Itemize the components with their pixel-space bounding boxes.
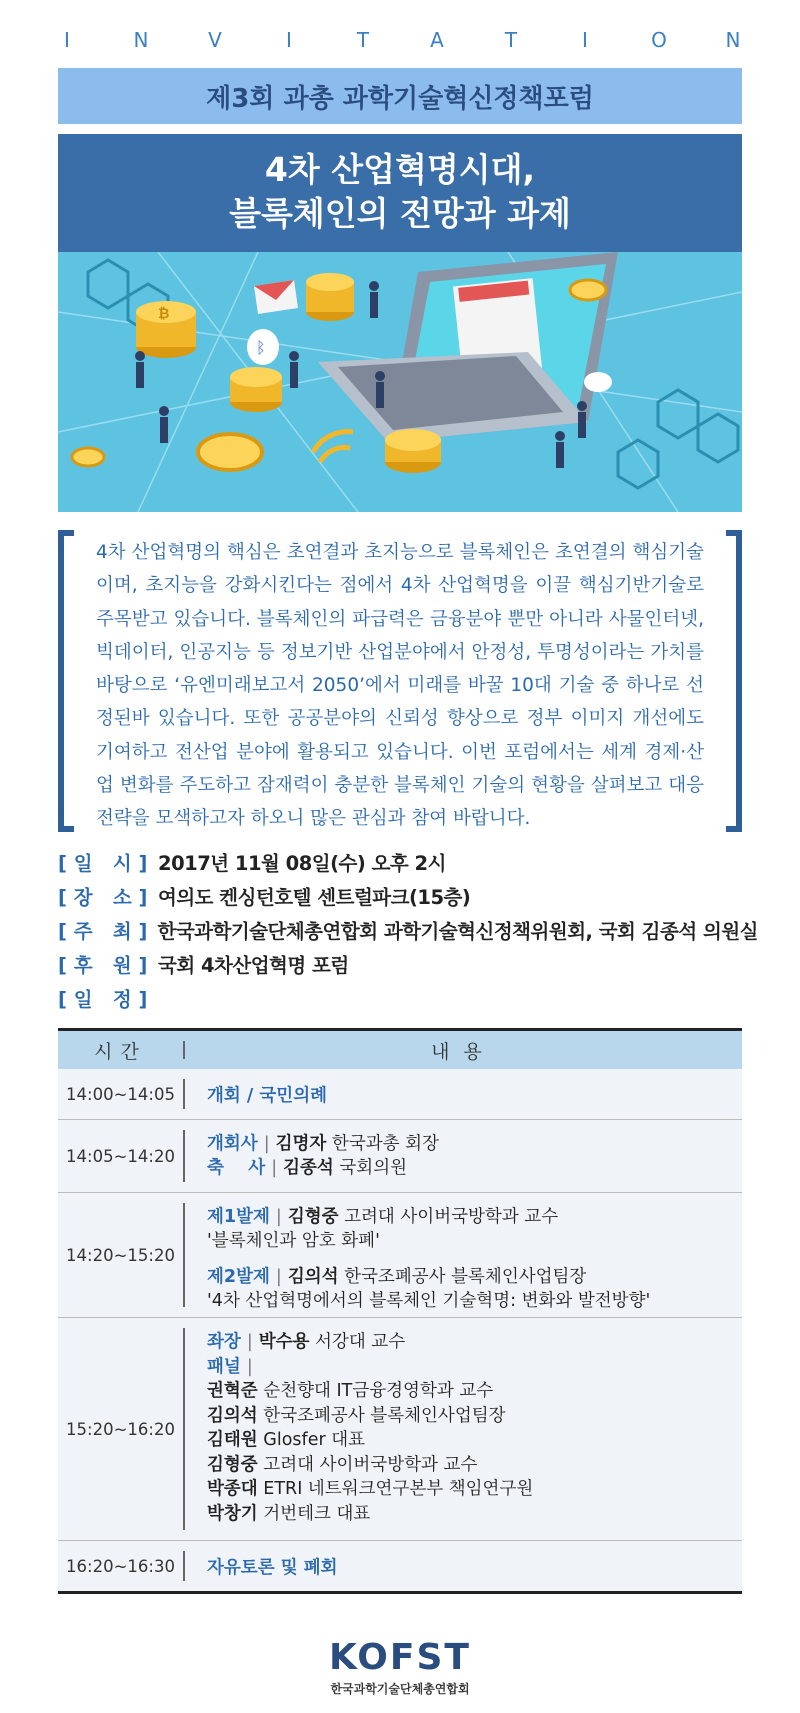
panelist-desc: 거번테크 대표 (263, 1503, 371, 1524)
main-title (58, 134, 742, 252)
talk-line (207, 1205, 742, 1229)
panelist-desc: ETRI 네트워크연구본부 책임연구원 (263, 1479, 534, 1499)
info-row-schedule (58, 981, 758, 1015)
row-content (185, 1120, 742, 1192)
speaker-name: 김명자 (275, 1134, 327, 1154)
info-value: 여의도 켄싱턴호텔 센트럴파크(15층) (158, 886, 471, 909)
info-label: [ 장 소 ] (58, 886, 148, 909)
info-label: [ 주 최 ] (58, 920, 148, 943)
panelist-name: 김형중 (207, 1454, 258, 1475)
row-content (185, 1069, 742, 1119)
speaker-desc: 국회의원 (339, 1158, 408, 1178)
svg-text:₿: ₿ (158, 306, 170, 322)
role-label: 개회사 (207, 1134, 258, 1154)
row-content (185, 1541, 742, 1591)
row-time: 14:20~15:20 (66, 1245, 175, 1265)
chair-line (207, 1330, 742, 1355)
invite-letter: O (651, 28, 667, 52)
panelist-name: 김의석 (207, 1405, 258, 1426)
invite-letter: I (582, 28, 588, 52)
row-time: 14:00~14:05 (66, 1084, 175, 1104)
invite-letter: N (725, 28, 741, 52)
info-value: 한국과학기술단체총연합회 과학기술혁신정책위원회, 국회 김종석 의원실 (157, 920, 758, 943)
info-value: 2017년 11월 08일(수) 오후 2시 (158, 852, 446, 875)
main-title-line2: 블록체인의 전망과 과제 (229, 194, 571, 233)
role-label: 축 사 (207, 1158, 266, 1178)
panelist-name: 박종대 (207, 1479, 258, 1499)
panel-label-line (207, 1355, 742, 1380)
header-time: 시간 (94, 1040, 147, 1063)
speaker-name: 김형중 (287, 1207, 339, 1227)
row-time: 15:20~16:20 (66, 1419, 175, 1439)
panelist (207, 1502, 742, 1527)
separator: | (246, 1332, 253, 1352)
separator: | (263, 1134, 270, 1154)
intro-text: 4차 산업혁명의 핵심은 초연결과 초지능으로 블록체인은 초연결의 핵심기술이며, 초지능을 강화시킨다는 점에서 4차 산업혁명을 이끌 핵심기반기술로 주목받고 있습니다. 블록체인의 파급력은 금융분야 뿐만 아니라 사물인터넷, 빅데이터, 인공지능 등 정보기반 산업분야에서 안정성, 투명성이라는 가치를 바탕으로 ‘유엔미래보고서 2050’에서 미래를 바꿀 10대 기술 중 하나로 선정된바 있습니다. 또한 공공분야의 신뢰성 향상으로 정부 이미지 개선에도 기여하고 전산업 분야에 활용되고 있습니다. 이번 포럼에서는 세계 경제·산업 변화를 주도하고 잠재력이 충분한 블록체인 기술의 현황을 살펴보고 대응 전략을 모색하고자 하오니 많은 관심과 참여 바랍니다. (96, 542, 704, 830)
speaker-desc: 고려대 사이버국방학과 교수 (344, 1207, 559, 1227)
panelist-desc: 고려대 사이버국방학과 교수 (263, 1454, 478, 1475)
panelist-desc: 한국조폐공사 블록체인사업팀장 (263, 1405, 506, 1426)
info-row-sponsor (58, 947, 758, 981)
panelist (207, 1428, 742, 1453)
speaker-desc: 서강대 교수 (315, 1332, 406, 1352)
invitation-heading (57, 28, 743, 52)
blockchain-illustration (58, 252, 742, 512)
info-row-date (58, 845, 758, 879)
invite-letter: I (64, 28, 70, 52)
row-content (185, 1318, 742, 1540)
speaker-desc: 한국과총 회장 (331, 1134, 439, 1154)
talk-topic: '블록체인과 암호 화폐' (207, 1231, 380, 1251)
talk-line (207, 1265, 742, 1289)
closing-label: 자유토론 및 폐회 (207, 1557, 338, 1578)
role-label: 제2발제 (207, 1267, 270, 1287)
info-label: [ 일 정 ] (58, 988, 148, 1011)
logo-subtitle: 한국과학기술단체총연합회 (330, 1682, 470, 1696)
kofst-logo (300, 1637, 500, 1697)
info-label: [ 후 원 ] (58, 954, 148, 977)
schedule-header (58, 1031, 742, 1069)
table-row (58, 1192, 742, 1317)
invite-letter: I (286, 28, 292, 52)
right-bracket (726, 530, 742, 832)
invite-letter: N (133, 28, 149, 52)
chat-bubble-icon (584, 372, 612, 392)
table-row (58, 1540, 742, 1591)
talk-topic: '4차 산업혁명에서의 블록체인 기술혁명: 변화와 발전방향' (207, 1291, 651, 1311)
panelist (207, 1453, 742, 1478)
row-time: 14:05~14:20 (66, 1146, 175, 1166)
separator: | (275, 1207, 282, 1227)
speaker-name: 김의석 (287, 1267, 339, 1287)
logo-text: KOFST (329, 1637, 471, 1678)
row-content (185, 1193, 742, 1317)
row-time: 16:20~16:30 (66, 1556, 175, 1576)
role-label: 제1발제 (207, 1207, 270, 1227)
separator: | (246, 1356, 253, 1377)
speech-line (207, 1132, 742, 1156)
main-title-line1: 4차 산업혁명시대, (264, 150, 536, 189)
left-bracket (58, 530, 74, 832)
panelist-name: 김태원 (207, 1430, 258, 1450)
info-row-venue (58, 879, 758, 913)
table-row (58, 1317, 742, 1540)
invite-letter: A (430, 28, 444, 52)
invite-letter: V (208, 28, 222, 52)
panelist-name: 권혁준 (207, 1381, 258, 1401)
coin-stack-icon (306, 273, 354, 321)
panelist-name: 박창기 (207, 1503, 258, 1524)
info-label: [ 일 시 ] (58, 852, 148, 875)
speaker-name: 김종석 (283, 1158, 334, 1178)
info-value: 국회 4차산업혁명 포럼 (158, 954, 349, 977)
opening-label: 개회 / 국민의례 (207, 1085, 328, 1106)
hero-illustration (58, 252, 742, 512)
speech-line (207, 1156, 742, 1180)
schedule-table (58, 1028, 742, 1594)
coin-stack-icon (385, 429, 441, 473)
invite-letter: T (356, 28, 370, 52)
intro-section (58, 530, 742, 832)
forum-title: 제3회 과총 과학기술혁신정책포럼 (58, 68, 742, 124)
panelist (207, 1477, 742, 1502)
envelope-icon (254, 280, 298, 314)
invite-letter: T (504, 28, 518, 52)
coin-stack-icon (136, 301, 196, 358)
panelist (207, 1404, 742, 1429)
bluetooth-icon (247, 329, 279, 365)
separator: | (271, 1158, 278, 1178)
svg-text:ᛒ: ᛒ (256, 338, 266, 357)
speaker-desc: 한국조폐공사 블록체인사업팀장 (344, 1267, 587, 1287)
header-content: 내용 (431, 1040, 496, 1063)
speaker-name: 박수용 (258, 1332, 310, 1352)
panelist (207, 1379, 742, 1404)
table-row (58, 1069, 742, 1119)
separator: | (275, 1267, 282, 1287)
info-row-host (58, 913, 758, 947)
panelist-desc: 순천향대 IT금융경영학과 교수 (263, 1381, 494, 1401)
role-label: 패널 (207, 1356, 241, 1377)
role-label: 좌장 (207, 1332, 241, 1352)
panelist-desc: Glosfer 대표 (263, 1430, 366, 1450)
table-row (58, 1119, 742, 1192)
event-info (58, 845, 758, 1015)
coin-stack-icon (230, 367, 282, 412)
